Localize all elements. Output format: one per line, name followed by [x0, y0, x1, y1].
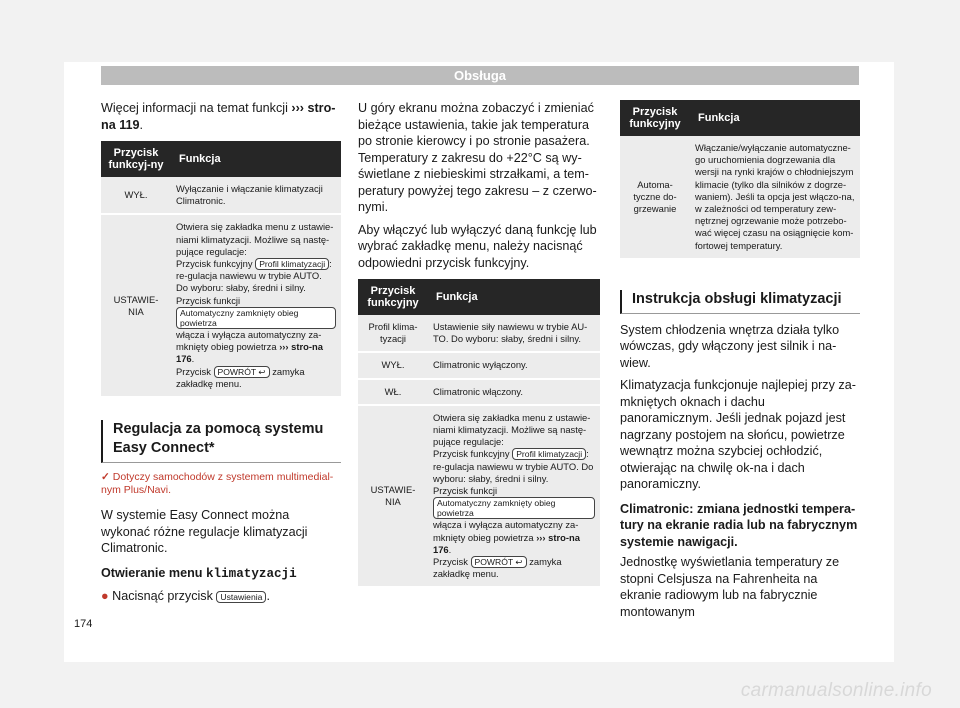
table-cell-key: USTAWIE-NIA — [358, 405, 428, 588]
cell-text: . — [448, 543, 452, 555]
cell-text: zamyka zakładkę menu. — [176, 365, 305, 389]
easy-connect-paragraph: W systemie Easy Connect można wykonać różne regulacje klimatyzacji Climatronic. — [101, 508, 308, 556]
table-cell-function: Climatronic włączony. — [428, 379, 600, 405]
arrow-icon: ››› — [536, 531, 546, 543]
open-menu-label: Otwieranie menu — [101, 565, 203, 580]
step-text: Nacisnąć przycisk — [112, 589, 213, 604]
section-title-ac-instructions: Instrukcja obsługi klimatyzacji — [620, 290, 860, 314]
table-row — [101, 214, 341, 397]
page-header: Obsługa — [101, 66, 859, 85]
table-header-function: Funkcja — [690, 100, 860, 136]
table-row — [101, 177, 341, 214]
table-cell-key: Automa-tyczne do-grzewanie — [620, 136, 690, 259]
table-cell-function: Włączanie/wyłączanie automatyczne-go uruchomienia dogrzewania dla wersji na rynki krajów o chłodniejszym klimacie (tylko dla silników z dogrze-waniem). Jeśli ta opcja jest włączo-na, w zależności od temperatury zew-nętrznej ogrzewanie może potrzebo-wać więcej czasu na osiągnięcie kom-fortowej temperatury. — [690, 136, 860, 259]
cell-text: Przycisk funkcji — [433, 485, 498, 497]
watermark: carmanualsonline.info — [740, 680, 932, 701]
table-row — [358, 379, 600, 405]
bullet-icon: ● — [101, 589, 109, 604]
table-cell-key: WYŁ. — [358, 352, 428, 378]
cell-text: : re-gulacja nawiewu w trybie AUTO. Do wyboru: słaby, średni i silny. — [176, 258, 332, 294]
page-reference-link[interactable]: stro-na 176 — [433, 531, 580, 555]
applicability-note — [101, 471, 341, 497]
arrow-icon: ››› — [291, 101, 304, 115]
table-row — [358, 352, 600, 378]
table-header-function: Funkcja — [428, 279, 600, 315]
table-cell-function: Ustawienie siły nawiewu w trybie AU-TO. Do wyboru: słaby, średni i silny. — [428, 315, 600, 352]
cooling-paragraph: System chłodzenia wnętrza działa tylko wówczas, gdy włączony jest silnik i na-wiew. — [620, 322, 840, 370]
table-row — [358, 405, 600, 588]
cell-text: . — [191, 353, 195, 365]
cell-text: Przycisk — [433, 556, 468, 568]
table-cell-key: WYŁ. — [101, 177, 171, 214]
windows-paragraph: Klimatyzacja funkcjonuje najlepiej przy za-mkniętych oknach i dachu panoramicznym. Jeśli jednak pojazd jest nagrzany postojem na słońcu, powietrze wewnątrz można szybciej ochłodzić, otwierając na chwilę ok-na i dach panoramiczny. — [620, 378, 856, 492]
table-cell-key: WŁ. — [358, 379, 428, 405]
table-cell-function: Climatronic wyłączony. — [428, 352, 600, 378]
back-button[interactable]: POWRÓT ↩ — [214, 366, 270, 378]
cell-text: : re-gulacja nawiewu w trybie AUTO. Do wyboru: słaby, średni i silny. — [433, 448, 594, 484]
auto-recirculation-button[interactable]: Automatyczny zamknięty obieg powietrza — [176, 307, 336, 329]
back-button[interactable]: POWRÓT ↩ — [471, 556, 527, 568]
climate-profile-button[interactable]: Profil klimatyzacji — [255, 258, 329, 270]
cell-text: Przycisk — [176, 365, 211, 377]
column-right — [620, 100, 860, 626]
cell-text: Przycisk funkcyjny — [176, 258, 253, 270]
table-header-function: Funkcja — [171, 141, 341, 177]
table-row — [358, 315, 600, 352]
cell-text: włącza i wyłącza automatyczny za-mknięty obieg powietrza — [433, 519, 579, 543]
cell-text: Otwiera się zakładka menu z ustawie-niami klimatyzacji. Możliwe są nastę-pujące regulacje: — [433, 411, 591, 448]
arrow-icon: ››› — [279, 341, 289, 353]
unit-change-paragraph: Jednostkę wyświetlania temperatury ze stopni Celsjusza na Fahrenheita na ekranie radiowym lub na fabrycznie montowanym — [620, 555, 840, 619]
settings-button[interactable]: Ustawienia — [216, 591, 266, 603]
page-reference-link[interactable]: stro-na 176 — [176, 341, 323, 365]
function-key-paragraph: Aby włączyć lub wyłączyć daną funkcję lub wybrać zakładkę menu, należy nacisnąć odpowiedni przycisk funkcyjny. — [358, 222, 597, 270]
check-icon: ✓ — [101, 471, 110, 484]
cell-text: Przycisk funkcyjny — [433, 448, 510, 460]
table-header-key: Przycisk funkcyj-ny — [101, 141, 171, 177]
table-cell-function — [171, 214, 341, 397]
cell-text: włącza i wyłącza automatyczny za-mknięty obieg powietrza — [176, 329, 322, 353]
table-header-key: Przycisk funkcyjny — [358, 279, 428, 315]
section-title-easy-connect: Regulacja za pomocą systemu Easy Connect* — [101, 420, 341, 463]
cell-text: zamyka zakładkę menu. — [433, 556, 562, 580]
page-number: 174 — [74, 618, 93, 630]
function-table-3 — [620, 100, 860, 260]
menu-name: klimatyzacji — [205, 566, 297, 581]
cell-text: Otwiera się zakładka menu z ustawie-niami klimatyzacji. Możliwe są nastę-pujące regulacje: — [176, 221, 334, 257]
page-reference-link[interactable]: stro-na 119 — [101, 101, 336, 132]
note-text: Dotyczy samochodów z systemem multimedial-nym Plus/Navi. — [101, 471, 334, 497]
function-table-2 — [358, 279, 600, 588]
column-left — [101, 100, 341, 611]
display-paragraph: U góry ekranu można zobaczyć i zmieniać bieżące ustawienia, takie jak temperatura po stronie kierowcy i po stronie pasażera. Temperatury z zakresu do +22°C są wy-świetlane z niebieskimi strzałkami, a tem-peratury powyżej tego zakresu – z czerwo-nymi. — [358, 101, 597, 214]
intro-text: Więcej informacji na temat funkcji — [101, 101, 288, 115]
table-cell-function: Wyłączanie i włączanie klimatyzacji Climatronic. — [171, 177, 341, 214]
intro-paragraph — [101, 100, 341, 133]
column-middle — [358, 100, 600, 588]
auto-recirculation-button[interactable]: Automatyczny zamknięty obieg powietrza — [433, 497, 595, 519]
table-header-key: Przycisk funkcyjny — [620, 100, 690, 136]
step-suffix: . — [266, 589, 270, 604]
climate-profile-button[interactable]: Profil klimatyzacji — [512, 448, 586, 460]
function-table-1 — [101, 141, 341, 398]
intro-suffix: . — [139, 117, 144, 132]
open-menu-heading — [101, 565, 341, 583]
table-cell-key: USTAWIE-NIA — [101, 214, 171, 397]
table-cell-function — [428, 405, 600, 588]
table-cell-key: Profil klima-tyzacji — [358, 315, 428, 352]
unit-change-heading: Climatronic: zmiana jednostki tempera-tury na ekranie radia lub na fabrycznym systemie nawigacji. — [620, 501, 858, 549]
table-row — [620, 136, 860, 259]
cell-text: Przycisk funkcji — [176, 294, 241, 306]
settings-step — [101, 588, 341, 605]
